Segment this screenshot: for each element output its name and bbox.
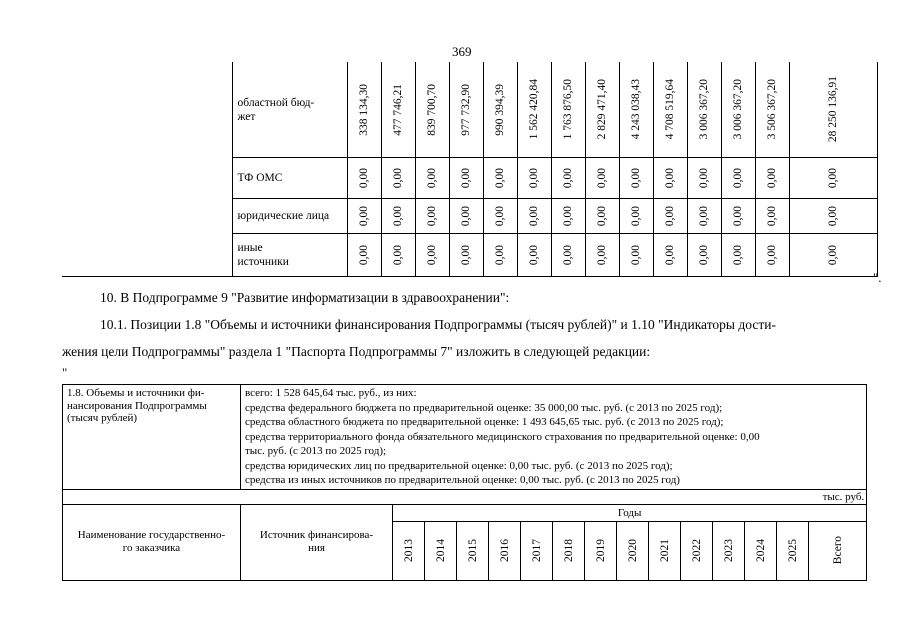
year-value-cell xyxy=(721,158,755,199)
year-value: 0,00 xyxy=(596,205,608,227)
year-label: Всего xyxy=(831,536,844,565)
passport-text-line: всего: 1 528 645,64 тыс. руб., из них: xyxy=(245,387,417,399)
year-label: 2015 xyxy=(466,539,479,562)
year-value: 0,00 xyxy=(392,167,404,189)
year-value: 0,00 xyxy=(664,244,676,266)
year-value-cell xyxy=(619,234,653,277)
year-value-cell xyxy=(483,234,517,277)
year-value: 0,00 xyxy=(664,167,676,189)
year-label: 2023 xyxy=(722,539,735,562)
year-value-cell xyxy=(619,158,653,199)
passport-text-line: средства территориального фонда обязательного медицинского страхования по предварительной оценке: 0,00 xyxy=(245,430,760,443)
customer-column-header xyxy=(63,504,241,580)
year-value: 0,00 xyxy=(630,244,642,266)
year-value-cell xyxy=(755,62,789,158)
year-label: 2024 xyxy=(754,539,767,562)
paragraph-10-1-line-1: 10.1. Позиции 1.8 "Объемы и источники финансирования Подпрограммы (тысяч рублей)" и 1.10 "Индикаторы дости- xyxy=(100,317,776,332)
source-column-label: Источник финансирова- ния xyxy=(259,529,374,554)
year-value: 0,00 xyxy=(426,167,438,189)
financing-passport-table xyxy=(62,384,867,581)
year-value-cell xyxy=(449,199,483,234)
year-column-header xyxy=(713,521,745,580)
year-value: 0,00 xyxy=(358,167,370,189)
year-column-header xyxy=(521,521,553,580)
year-value-cell xyxy=(517,234,551,277)
year-value: 0,00 xyxy=(562,244,574,266)
year-value: 0,00 xyxy=(732,244,744,266)
passport-text-line: средства областного бюджета по предварительной оценке: 1 493 645,65 тыс. руб. (с 2013 по 2025 год); xyxy=(245,416,724,428)
years-label: Годы xyxy=(617,506,642,519)
year-label: 2017 xyxy=(530,539,543,562)
year-column-header xyxy=(681,521,713,580)
passport-item-label-text: 1.8. Объемы и источники фи- нансирования Подпрограммы (тысяч рублей) xyxy=(67,387,207,424)
year-value: 4 243 038,43 xyxy=(630,79,642,140)
year-value: 0,00 xyxy=(426,244,438,266)
year-value: 0,00 xyxy=(460,244,472,266)
year-value-cell xyxy=(585,158,619,199)
year-column-header xyxy=(425,521,457,580)
year-value: 0,00 xyxy=(698,167,710,189)
year-value: 977 732,90 xyxy=(460,83,472,136)
total-value: 0,00 xyxy=(827,244,839,266)
funding-source: ТФ ОМС xyxy=(232,158,347,199)
year-value-cell xyxy=(551,234,585,277)
year-value-cell xyxy=(483,158,517,199)
total-value-cell xyxy=(789,62,877,158)
year-value: 0,00 xyxy=(494,244,506,266)
total-value-cell xyxy=(789,158,877,199)
year-value: 0,00 xyxy=(494,205,506,227)
year-value-cell xyxy=(517,158,551,199)
financing-table-continued xyxy=(62,62,878,277)
year-value: 0,00 xyxy=(562,205,574,227)
year-value-cell xyxy=(653,62,687,158)
year-value: 990 394,39 xyxy=(494,83,506,136)
unit-label: тыс. руб. xyxy=(822,490,865,503)
year-column-header xyxy=(457,521,489,580)
year-value: 0,00 xyxy=(460,167,472,189)
year-value: 0,00 xyxy=(596,167,608,189)
year-value-cell xyxy=(619,199,653,234)
opening-quote: " xyxy=(62,365,68,380)
year-column-header xyxy=(649,521,681,580)
passport-item-content xyxy=(241,385,867,490)
year-column-header xyxy=(393,521,425,580)
year-value-cell xyxy=(449,158,483,199)
year-value-cell xyxy=(721,234,755,277)
year-value: 0,00 xyxy=(426,205,438,227)
total-value: 0,00 xyxy=(827,167,839,189)
passport-text-line: средства из иных источников по предварительной оценке: 0,00 тыс. руб. (с 2013 по 2025 год) xyxy=(245,474,680,486)
year-value-cell xyxy=(415,199,449,234)
year-value: 0,00 xyxy=(596,244,608,266)
years-header xyxy=(393,504,867,521)
year-value-cell xyxy=(551,158,585,199)
year-value: 1 562 420,84 xyxy=(528,79,540,140)
year-value: 839 700,70 xyxy=(426,83,438,136)
year-value: 0,00 xyxy=(698,205,710,227)
passport-text-line: тыс. руб. (с 2013 по 2025 год); xyxy=(245,445,387,457)
year-value-cell xyxy=(381,199,415,234)
year-label: 2019 xyxy=(594,539,607,562)
year-label: 2018 xyxy=(562,539,575,562)
year-value-cell xyxy=(585,62,619,158)
year-value-cell xyxy=(653,158,687,199)
year-value-cell xyxy=(449,62,483,158)
passport-item-label xyxy=(63,385,241,490)
year-value: 0,00 xyxy=(630,205,642,227)
year-value: 2 829 471,40 xyxy=(596,79,608,140)
year-value: 3 506 367,20 xyxy=(766,79,778,140)
year-value-cell xyxy=(755,158,789,199)
year-value-cell xyxy=(721,199,755,234)
total-value: 28 250 136,91 xyxy=(827,76,839,143)
year-value-cell xyxy=(653,234,687,277)
year-value: 0,00 xyxy=(630,167,642,189)
year-label: 2025 xyxy=(786,539,799,562)
year-value-cell xyxy=(619,62,653,158)
year-value: 1 763 876,50 xyxy=(562,79,574,140)
year-value-cell xyxy=(687,199,721,234)
year-value-cell xyxy=(347,158,381,199)
year-value-cell xyxy=(551,62,585,158)
year-value: 0,00 xyxy=(528,167,540,189)
year-label: 2022 xyxy=(690,539,703,562)
year-value: 0,00 xyxy=(528,205,540,227)
year-column-header xyxy=(809,521,867,580)
year-value: 0,00 xyxy=(460,205,472,227)
page-number: 369 xyxy=(452,44,472,59)
total-value-cell xyxy=(789,234,877,277)
year-value-cell xyxy=(517,62,551,158)
year-value-cell xyxy=(585,234,619,277)
year-value: 0,00 xyxy=(562,167,574,189)
year-value: 338 134,30 xyxy=(358,83,370,136)
year-column-header xyxy=(553,521,585,580)
year-value: 477 746,21 xyxy=(392,83,404,136)
year-label: 2021 xyxy=(658,539,671,562)
year-value-cell xyxy=(415,234,449,277)
customer-column-label: Наименование государственно- го заказчика xyxy=(77,529,226,554)
total-value-cell xyxy=(789,199,877,234)
year-column-header xyxy=(489,521,521,580)
year-value: 0,00 xyxy=(392,244,404,266)
year-value: 0,00 xyxy=(732,167,744,189)
year-value-cell xyxy=(347,234,381,277)
year-column-header xyxy=(585,521,617,580)
year-column-header xyxy=(617,521,649,580)
year-value-cell xyxy=(687,158,721,199)
unit-row xyxy=(63,489,867,504)
year-value-cell xyxy=(381,158,415,199)
year-label: 2020 xyxy=(626,539,639,562)
year-value-cell xyxy=(653,199,687,234)
year-value-cell xyxy=(449,234,483,277)
year-value: 3 006 367,20 xyxy=(732,79,744,140)
year-value: 0,00 xyxy=(766,205,778,227)
year-value: 0,00 xyxy=(664,205,676,227)
year-value-cell xyxy=(347,62,381,158)
year-value-cell xyxy=(687,234,721,277)
year-column-header xyxy=(745,521,777,580)
funding-source: областной бюд- жет xyxy=(232,62,347,158)
year-value-cell xyxy=(721,62,755,158)
year-value: 0,00 xyxy=(766,167,778,189)
year-column-header xyxy=(777,521,809,580)
year-label: 2013 xyxy=(402,539,415,562)
year-value-cell xyxy=(347,199,381,234)
year-value-cell xyxy=(585,199,619,234)
year-value: 0,00 xyxy=(358,205,370,227)
year-value-cell xyxy=(483,199,517,234)
paragraph-10-1-line-2: жения цели Подпрограммы" раздела 1 "Паспорта Подпрограммы 7" изложить в следующей редакции: xyxy=(62,344,651,359)
total-value: 0,00 xyxy=(827,205,839,227)
year-value: 0,00 xyxy=(732,205,744,227)
year-value: 4 708 519,64 xyxy=(664,79,676,140)
funding-source: иные источники xyxy=(232,234,347,277)
passport-text-line: средства федерального бюджета по предварительной оценке: 35 000,00 тыс. руб. (с 2013 по 2025 год); xyxy=(245,401,723,414)
funding-source: юридические лица xyxy=(232,199,347,234)
paragraph-10: 10. В Подпрограмме 9 "Развитие информатизации в здравоохранении": xyxy=(100,290,510,305)
closing-quote: ". xyxy=(873,270,882,285)
year-value: 0,00 xyxy=(528,244,540,266)
financing-row xyxy=(62,62,877,158)
year-value-cell xyxy=(517,199,551,234)
year-value: 0,00 xyxy=(698,244,710,266)
year-value-cell xyxy=(381,234,415,277)
year-value-cell xyxy=(415,62,449,158)
year-value-cell xyxy=(415,158,449,199)
year-value: 0,00 xyxy=(358,244,370,266)
year-value-cell xyxy=(551,199,585,234)
year-value-cell xyxy=(755,199,789,234)
source-column-header xyxy=(241,504,393,580)
year-label: 2016 xyxy=(498,539,511,562)
year-value-cell xyxy=(755,234,789,277)
customer-cell-empty xyxy=(62,62,232,277)
year-value: 0,00 xyxy=(494,167,506,189)
year-value: 0,00 xyxy=(766,244,778,266)
year-value-cell xyxy=(483,62,517,158)
year-value-cell xyxy=(687,62,721,158)
passport-text-line: средства юридических лиц по предварительной оценке: 0,00 тыс. руб. (с 2013 по 2025 год); xyxy=(245,459,673,472)
year-label: 2014 xyxy=(434,539,447,562)
year-value: 3 006 367,20 xyxy=(698,79,710,140)
year-value: 0,00 xyxy=(392,205,404,227)
year-value-cell xyxy=(381,62,415,158)
